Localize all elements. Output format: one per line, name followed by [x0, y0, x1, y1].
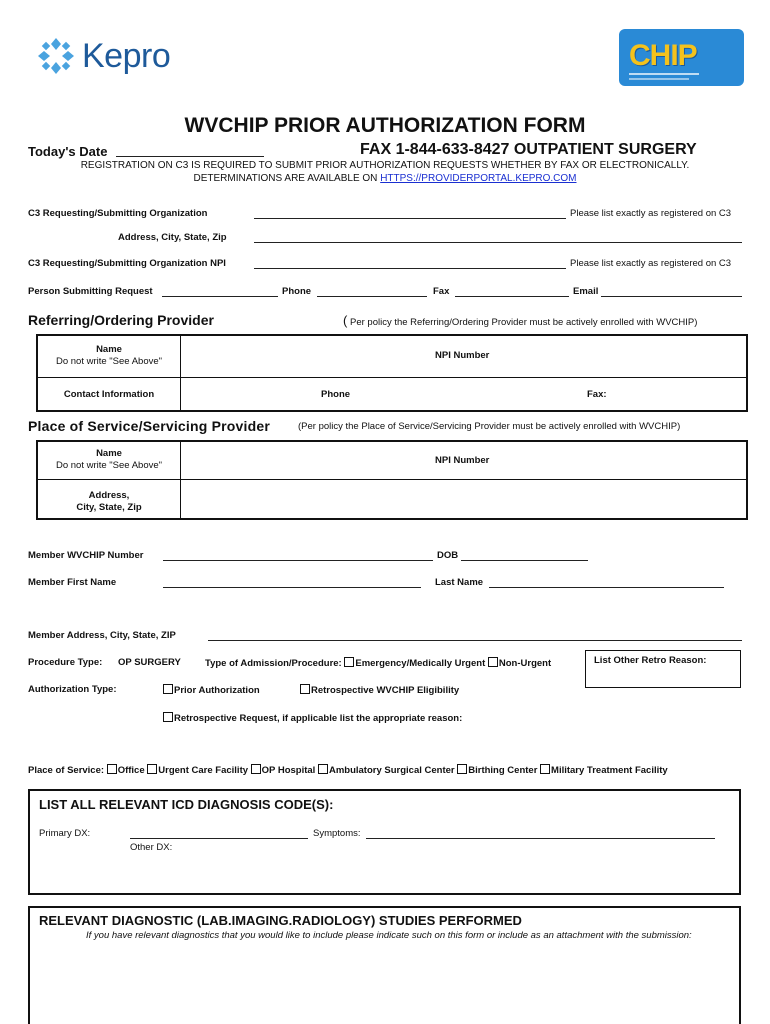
pos-ambulatory-checkbox[interactable] [318, 764, 328, 774]
provider-portal-link[interactable]: HTTPS://PROVIDERPORTAL.KEPRO.COM [380, 173, 577, 184]
servicing-address-label-line2: City, State, Zip [76, 502, 142, 513]
servicing-address-field[interactable] [183, 482, 745, 517]
submitter-email-label: Email [573, 286, 599, 297]
form-title: WVCHIP PRIOR AUTHORIZATION FORM [184, 114, 586, 137]
requesting-org-field[interactable] [254, 218, 566, 219]
org-npi-label: C3 Requesting/Submitting Organization NPI [28, 258, 226, 269]
pos-op-hospital-label: OP Hospital [261, 765, 316, 776]
submitter-fax-label: Fax [433, 286, 450, 297]
procedure-type-label: Procedure Type: [28, 657, 103, 668]
icd-heading: LIST ALL RELEVANT ICD DIAGNOSIS CODE(S): [39, 797, 334, 812]
submitter-phone-label: Phone [282, 286, 312, 297]
pos-ambulatory-label: Ambulatory Surgical Center [328, 765, 455, 776]
retro-request-checkbox[interactable] [163, 712, 173, 722]
referring-name-hint: Do not write "See Above" [55, 356, 163, 367]
servicing-name-hint: Do not write "See Above" [55, 460, 163, 471]
auth-type-label: Authorization Type: [28, 684, 117, 695]
symptoms-label: Symptoms: [313, 828, 361, 839]
diagnostics-field[interactable] [32, 946, 737, 1020]
diagnostics-heading: RELEVANT DIAGNOSTIC (LAB.IMAGING.RADIOLOGY) STUDIES PERFORMED [39, 913, 522, 928]
retro-reason-label: List Other Retro Reason: [594, 655, 707, 666]
submitter-phone-field[interactable] [317, 296, 427, 297]
member-last-name-field[interactable] [489, 587, 724, 588]
determinations-notice-text: DETERMINATIONS ARE AVAILABLE ON [193, 173, 378, 184]
primary-dx-label: Primary DX: [39, 828, 91, 839]
kepro-wordmark: Kepro [82, 37, 171, 75]
retro-request-option-label: Retrospective Request, if applicable list the appropriate reason: [174, 713, 463, 724]
pos-birthing-center-checkbox[interactable] [457, 764, 467, 774]
pos-office-label: Office [117, 765, 145, 776]
referring-name-field[interactable] [183, 337, 423, 375]
pos-office-checkbox[interactable] [107, 764, 117, 774]
non-urgent-option-label: Non-Urgent [498, 658, 552, 669]
referring-box-divider [37, 377, 747, 378]
primary-dx-field[interactable] [130, 838, 308, 839]
referring-policy-paren: ( [343, 313, 348, 328]
submitter-fax-field[interactable] [455, 296, 569, 297]
non-urgent-checkbox[interactable] [488, 657, 498, 667]
servicing-box-column-divider [180, 441, 181, 519]
servicing-box-divider [37, 479, 747, 480]
servicing-policy-note: (Per policy the Place of Service/Servicing Provider must be actively enrolled with WVCHIP) [298, 421, 681, 432]
registration-notice: REGISTRATION ON C3 IS REQUIRED TO SUBMIT PRIOR AUTHORIZATION REQUESTS WHETHER BY FAX OR ELECTRONICALLY. [80, 160, 690, 171]
pos-urgent-care-label: Urgent Care Facility [158, 765, 249, 776]
retro-eligibility-option [300, 684, 459, 696]
person-submitting-field[interactable] [162, 296, 278, 297]
servicing-npi-field[interactable] [495, 443, 745, 477]
place-of-service-label: Place of Service: [28, 765, 105, 776]
wv-chip-logo [619, 29, 744, 86]
pos-military-label: Military Treatment Facility [551, 765, 668, 776]
kepro-logo [34, 34, 194, 80]
pos-op-hospital-checkbox[interactable] [251, 764, 261, 774]
pos-urgent-care-checkbox[interactable] [147, 764, 157, 774]
org-address-label: Address, City, State, Zip [118, 232, 227, 243]
emergency-checkbox[interactable] [344, 657, 354, 667]
person-submitting-label: Person Submitting Request [28, 286, 153, 297]
todays-date-field[interactable] [116, 156, 264, 157]
dob-label: DOB [437, 550, 459, 561]
org-npi-field[interactable] [254, 268, 566, 269]
servicing-name-label: Name [96, 448, 122, 459]
servicing-provider-heading: Place of Service/Servicing Provider [28, 418, 271, 434]
todays-date-label: Today's Date [28, 144, 108, 159]
org-npi-note: Please list exactly as registered on C3 [570, 258, 732, 269]
referring-fax-field[interactable] [612, 380, 742, 408]
prior-auth-checkbox[interactable] [163, 684, 173, 694]
emergency-option-label: Emergency/Medically Urgent [355, 658, 486, 669]
servicing-npi-label: NPI Number [435, 455, 490, 466]
referring-npi-label: NPI Number [435, 350, 490, 361]
referring-npi-field[interactable] [495, 337, 745, 375]
pos-military-checkbox[interactable] [540, 764, 550, 774]
referring-name-label: Name [96, 344, 122, 355]
procedure-type-value: OP SURGERY [118, 657, 181, 668]
symptoms-field[interactable] [366, 838, 715, 839]
prior-auth-option-label: Prior Authorization [174, 685, 260, 696]
servicing-name-field[interactable] [183, 443, 423, 477]
referring-contact-label: Contact Information [63, 389, 155, 400]
admission-type-text: Type of Admission/Procedure: [205, 658, 342, 669]
chip-logo-decoration [629, 78, 689, 80]
member-first-name-field[interactable] [163, 587, 421, 588]
admission-type-label [205, 657, 551, 669]
member-address-label: Member Address, City, State, ZIP [28, 630, 176, 641]
member-number-label: Member WVCHIP Number [28, 550, 144, 561]
referring-provider-heading: Referring/Ordering Provider [28, 312, 214, 328]
place-of-service-row [28, 764, 668, 776]
submitter-email-field[interactable] [601, 296, 742, 297]
chip-logo-decoration [629, 73, 699, 75]
servicing-address-label-line1: Address, [88, 490, 130, 501]
dob-field[interactable] [461, 560, 588, 561]
org-address-field[interactable] [254, 242, 742, 243]
member-first-name-label: Member First Name [28, 577, 117, 588]
determinations-notice [0, 173, 770, 184]
referring-box-column-divider [180, 335, 181, 411]
referring-phone-label: Phone [321, 389, 351, 400]
referring-policy-text: Per policy the Referring/Ordering Provider must be actively enrolled with WVCHIP) [349, 317, 698, 328]
referring-fax-label: Fax: [587, 389, 607, 400]
kepro-mark-icon [34, 34, 78, 78]
requesting-org-note: Please list exactly as registered on C3 [570, 208, 732, 219]
pos-birthing-center-label: Birthing Center [468, 765, 538, 776]
requesting-org-label: C3 Requesting/Submitting Organization [28, 208, 208, 219]
retro-eligibility-option-label: Retrospective WVCHIP Eligibility [311, 685, 460, 696]
diagnostics-note: If you have relevant diagnostics that you would like to include please indicate such on this form or include as an attachment with the submission: [86, 930, 692, 941]
fax-number-title: FAX 1-844-633-8427 OUTPATIENT SURGERY [360, 141, 697, 158]
chip-logo-text: CHIP [629, 39, 697, 72]
member-number-field[interactable] [163, 560, 433, 561]
prior-auth-option [163, 684, 260, 696]
retro-request-option [163, 712, 462, 724]
referring-phone-field[interactable] [355, 380, 575, 408]
referring-policy-note [343, 313, 697, 328]
member-address-field[interactable] [208, 640, 742, 641]
other-dx-label: Other DX: [130, 842, 173, 853]
member-last-name-label: Last Name [435, 577, 484, 588]
servicing-address-label [38, 490, 180, 514]
retro-eligibility-checkbox[interactable] [300, 684, 310, 694]
